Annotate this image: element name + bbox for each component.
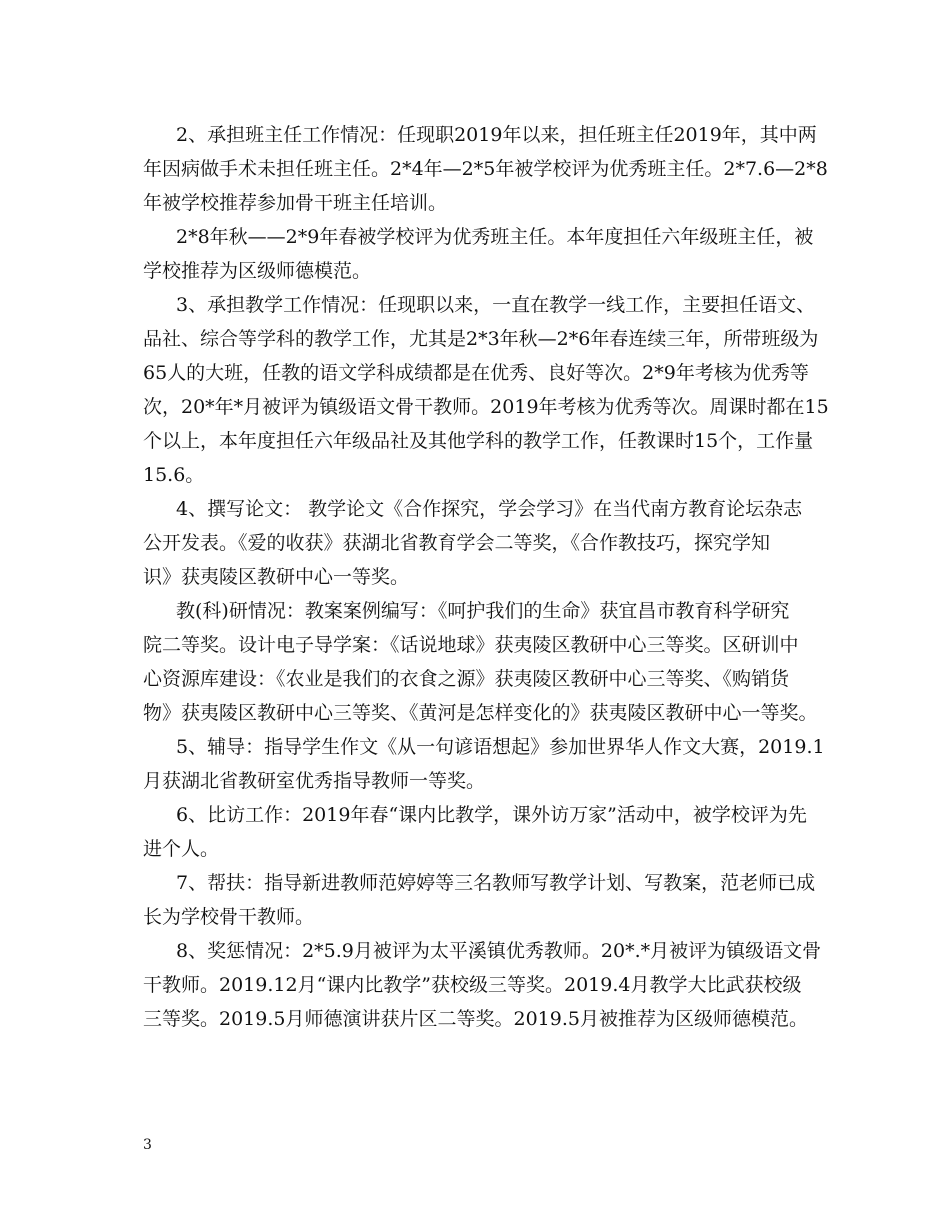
- text-line: 2、承担班主任工作情况：任现职2019年以来，担任班主任2019年，其中两: [176, 124, 817, 146]
- text-line: 物》获夷陵区教研中心三等奖、《黄河是怎样变化的》获夷陵区教研中心一等奖。: [143, 702, 818, 724]
- text-line: 院二等奖。设计电子导学案：《话说地球》获夷陵区教研中心三等奖。区研训中: [143, 634, 799, 656]
- text-line: 个以上，本年度担任六年级品社及其他学科的教学工作，任教课时15个，工作量: [143, 430, 814, 452]
- text-line: 心资源库建设：《农业是我们的衣食之源》获夷陵区教研中心三等奖、《购销货: [143, 668, 790, 690]
- text-line: 6、比访工作：2019年春“课内比教学，课外访万家”活动中，被学校评为先: [176, 804, 807, 826]
- page-number: 3: [143, 1137, 152, 1153]
- text-line: 7、帮扶：指导新进教师范婷婷等三名教师写教学计划、写教案，范老师已成: [176, 872, 816, 894]
- text-line: 15.6。: [143, 464, 205, 486]
- text-line: 公开发表。《爱的收获》获湖北省教育学会二等奖，《合作教技巧，探究学知: [143, 532, 771, 554]
- text-line: 月获湖北省教研室优秀指导教师一等奖。: [143, 770, 486, 792]
- text-line: 65人的大班，任教的语文学科成绩都是在优秀、良好等次。2*9年考核为优秀等: [143, 362, 809, 384]
- text-line: 品社、综合等学科的教学工作，尤其是2*3年秋—2*6年春连续三年，所带班级为: [143, 328, 819, 350]
- text-line: 教(科)研情况：教案案例编写：《呵护我们的生命》获宜昌市教育科学研究: [176, 600, 790, 622]
- text-line: 三等奖。2019.5月师德演讲获片区二等奖。2019.5月被推荐为区级师德模范。: [143, 1008, 808, 1030]
- text-line: 次，20*年*月被评为镇级语文骨干教师。2019年考核为优秀等次。周课时都在15: [143, 396, 829, 418]
- text-line: 学校推荐为区级师德模范。: [143, 260, 372, 282]
- text-line: 2*8年秋——2*9年春被学校评为优秀班主任。本年度担任六年级班主任，被: [176, 226, 814, 248]
- text-line: 4、撰写论文： 教学论文《合作探究，学会学习》在当代南方教育论坛杂志: [176, 498, 803, 520]
- text-line: 年被学校推荐参加骨干班主任培训。: [143, 192, 448, 214]
- text-line: 年因病做手术未担任班主任。2*4年—2*5年被学校评为优秀班主任。2*7.6—2*8: [143, 158, 828, 180]
- text-line: 3、承担教学工作情况：任现职以来，一直在教学一线工作，主要担任语文、: [176, 294, 816, 316]
- text-line: 干教师。2019.12月“课内比教学”获校级三等奖。2019.4月教学大比武获校级: [143, 974, 802, 996]
- text-line: 5、辅导：指导学生作文《从一句谚语想起》参加世界华人作文大赛，2019.1: [176, 736, 825, 758]
- text-line: 长为学校骨干教师。: [143, 906, 315, 928]
- text-line: 识》获夷陵区教研中心一等奖。: [143, 566, 410, 588]
- text-line: 进个人。: [143, 838, 220, 860]
- text-line: 8、奖惩情况：2*5.9月被评为太平溪镇优秀教师。20*.*月被评为镇级语文骨: [176, 940, 822, 962]
